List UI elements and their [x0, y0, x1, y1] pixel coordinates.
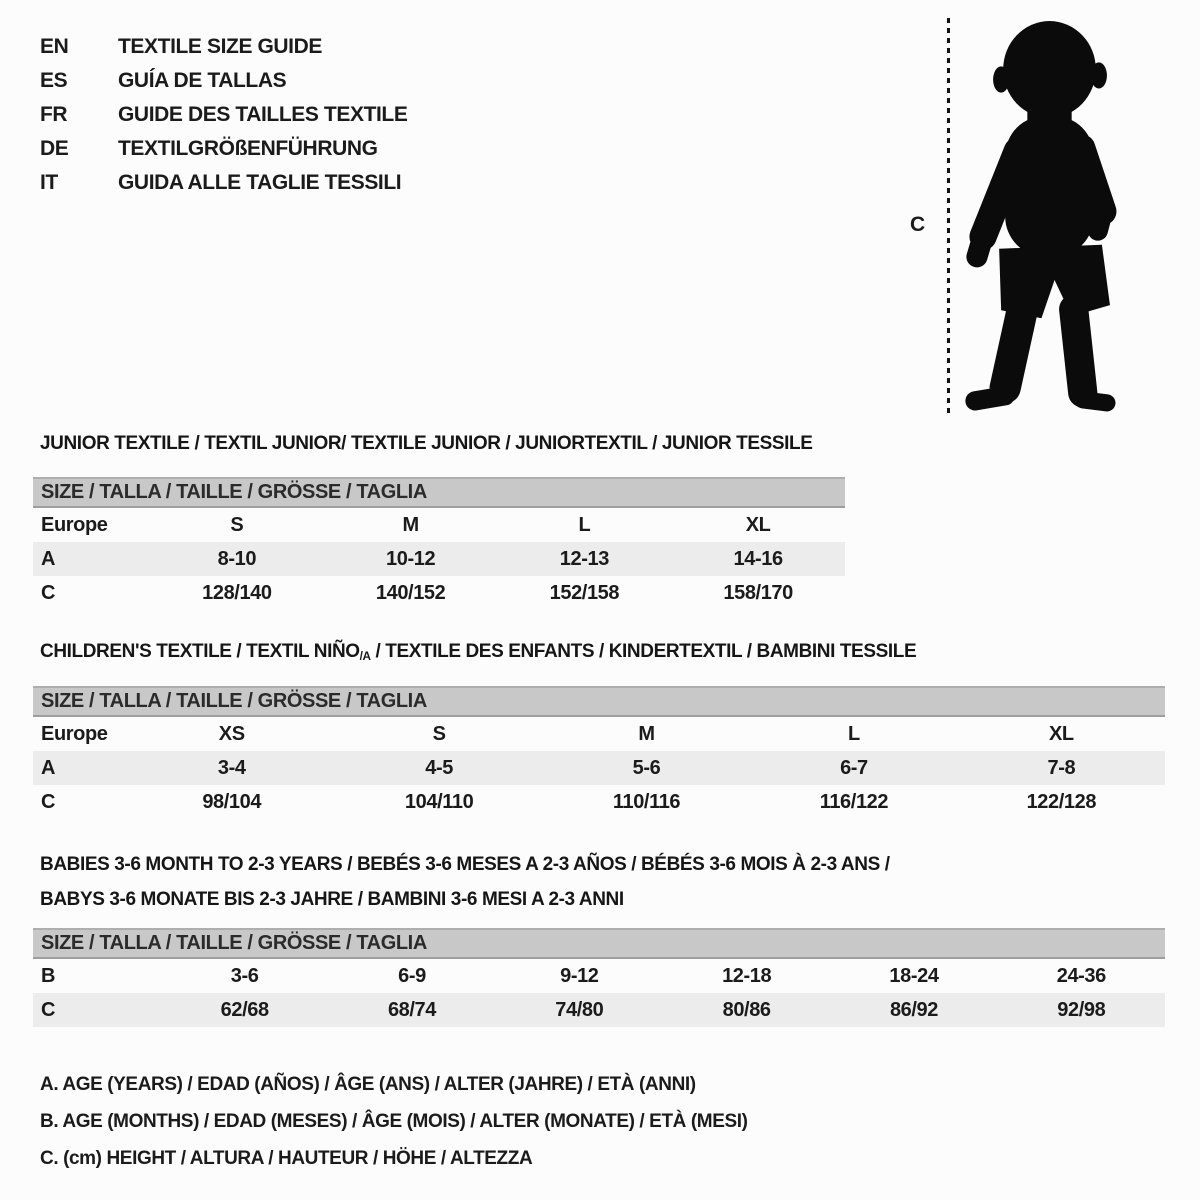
table-cell: 98/104 — [202, 790, 262, 813]
table-row — [33, 785, 1165, 819]
children-title-pre: CHILDREN'S TEXTILE / TEXTIL NIÑO — [40, 641, 360, 662]
legend — [40, 1066, 748, 1177]
table-row — [33, 508, 845, 542]
children-size-header: SIZE / TALLA / TAILLE / GRÖSSE / TAGLIA — [33, 686, 1165, 717]
lang-code: ES — [40, 69, 68, 92]
table-cell: 80/86 — [722, 998, 771, 1021]
table-cell: L — [848, 722, 860, 745]
children-title-post: / TEXTILE DES ENFANTS / KINDERTEXTIL / BAMBINI TESSILE — [370, 641, 917, 662]
lang-row-it — [40, 166, 407, 200]
table-row — [33, 542, 845, 576]
table-cell: 158/170 — [723, 581, 793, 604]
children-section-title — [40, 641, 916, 663]
row-label: C — [41, 998, 56, 1021]
lang-title: GUIDE DES TAILLES TEXTILE — [118, 103, 408, 126]
table-cell: M — [402, 513, 419, 536]
row-label: Europe — [41, 513, 108, 536]
toddler-silhouette-icon — [960, 15, 1138, 418]
junior-size-header: SIZE / TALLA / TAILLE / GRÖSSE / TAGLIA — [33, 477, 845, 508]
table-cell: L — [578, 513, 591, 536]
lang-row-de — [40, 132, 407, 166]
lang-row-en — [40, 30, 407, 64]
lang-title: GUIDA ALLE TAGLIE TESSILI — [118, 171, 402, 194]
table-cell: S — [230, 513, 244, 536]
row-label: Europe — [41, 722, 108, 745]
language-header — [40, 30, 407, 200]
table-cell: 74/80 — [555, 998, 604, 1021]
table-cell: 104/110 — [404, 790, 474, 813]
babies-title-line2: BABYS 3-6 MONATE BIS 2-3 JAHRE / BAMBINI 3-6 MESI A 2-3 ANNI — [40, 889, 624, 910]
lang-code: FR — [40, 103, 68, 126]
table-cell: 116/122 — [819, 790, 889, 813]
legend-line-b: B. AGE (MONTHS) / EDAD (MESES) / ÂGE (MOIS) / ALTER (MONATE) / ETÀ (MESI) — [40, 1111, 748, 1132]
table-row — [33, 576, 845, 610]
junior-table — [33, 477, 845, 610]
table-row — [33, 751, 1165, 785]
table-cell: XL — [1048, 722, 1074, 745]
table-cell: 24-36 — [1056, 964, 1106, 987]
table-cell: 3-4 — [217, 756, 246, 779]
row-label: C — [41, 790, 56, 813]
legend-line-a: A. AGE (YEARS) / EDAD (AÑOS) / ÂGE (ANS) / ALTER (JAHRE) / ETÀ (ANNI) — [40, 1074, 696, 1095]
table-row — [33, 717, 1165, 751]
table-row — [33, 959, 1165, 993]
lang-title: TEXTILE SIZE GUIDE — [118, 35, 322, 58]
children-title-sub: /A — [359, 650, 371, 664]
height-measure-label: C — [910, 213, 926, 236]
table-cell: 152/158 — [549, 581, 620, 604]
height-measure-line — [947, 18, 950, 416]
table-cell: 12-18 — [722, 964, 772, 987]
table-cell: 18-24 — [889, 964, 939, 987]
row-label: A — [41, 547, 56, 570]
table-cell: 6-9 — [398, 964, 426, 987]
row-label: B — [41, 964, 56, 987]
table-cell: XL — [745, 513, 771, 536]
lang-code: DE — [40, 137, 69, 160]
lang-row-es — [40, 64, 407, 98]
table-cell: 10-12 — [386, 547, 436, 570]
children-table — [33, 686, 1165, 819]
junior-section-title: JUNIOR TEXTILE / TEXTIL JUNIOR/ TEXTILE JUNIOR / JUNIORTEXTIL / JUNIOR TESSILE — [40, 433, 813, 454]
table-cell: 14-16 — [733, 547, 783, 570]
table-cell: 8-10 — [217, 547, 257, 570]
lang-code: IT — [40, 171, 58, 194]
table-cell: XS — [218, 722, 245, 745]
table-cell: 92/98 — [1057, 998, 1106, 1021]
table-cell: 128/140 — [202, 581, 272, 604]
table-row — [33, 993, 1165, 1027]
table-cell: 5-6 — [632, 756, 661, 779]
table-cell: M — [638, 722, 655, 745]
lang-code: EN — [40, 35, 69, 58]
row-label: C — [41, 581, 56, 604]
babies-size-header: SIZE / TALLA / TAILLE / GRÖSSE / TAGLIA — [33, 928, 1165, 959]
table-cell: 7-8 — [1047, 756, 1076, 779]
babies-title-line1: BABIES 3-6 MONTH TO 2-3 YEARS / BEBÉS 3-6 MESES A 2-3 AÑOS / BÉBÉS 3-6 MOIS À 2-3 ANS / — [40, 854, 890, 875]
lang-title: GUÍA DE TALLAS — [118, 69, 287, 92]
table-cell: 68/74 — [387, 998, 437, 1021]
babies-table — [33, 928, 1165, 1027]
table-cell: 12-13 — [559, 547, 609, 570]
lang-title: TEXTILGRÖßENFÜHRUNG — [118, 137, 378, 160]
table-cell: 6-7 — [840, 756, 868, 779]
row-label: A — [41, 756, 56, 779]
table-cell: 140/152 — [375, 581, 446, 604]
table-cell: 86/92 — [889, 998, 938, 1021]
table-cell: 4-5 — [425, 756, 453, 779]
table-cell: 9-12 — [560, 964, 599, 987]
babies-section-title — [40, 847, 890, 917]
table-cell: 122/128 — [1026, 790, 1097, 813]
table-cell: 62/68 — [220, 998, 269, 1021]
lang-row-fr — [40, 98, 407, 132]
table-cell: 3-6 — [230, 964, 259, 987]
table-cell: S — [432, 722, 446, 745]
table-cell: 110/116 — [612, 790, 681, 813]
legend-line-c: C. (cm) HEIGHT / ALTURA / HAUTEUR / HÖHE / ALTEZZA — [40, 1148, 533, 1169]
